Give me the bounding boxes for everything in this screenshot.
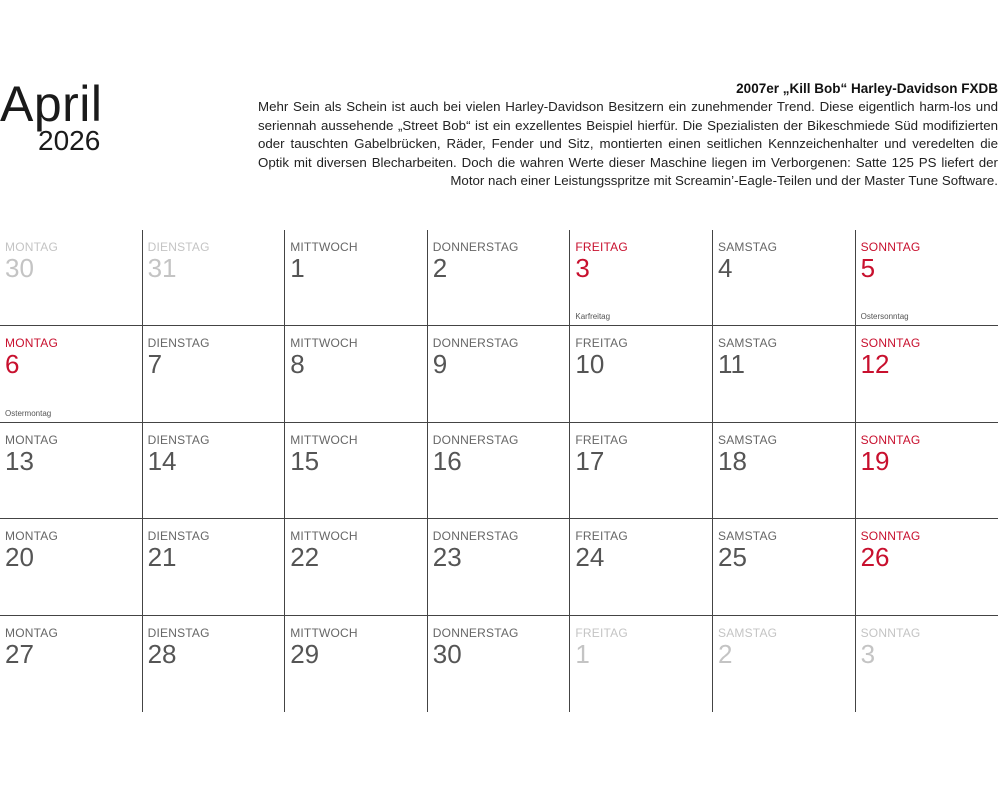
weekday-label: SAMSTAG — [718, 336, 778, 351]
day-number: 28 — [147, 638, 177, 669]
calendar-day-cell — [713, 423, 856, 518]
weekday-label: MITTWOCH — [290, 336, 358, 351]
holiday-label: Ostermontag — [5, 408, 52, 418]
weekday-label: DIENSTAG — [147, 432, 210, 447]
description-body: Mehr Sein als Schein ist auch bei vielen Harley-Davidson Besitzern ein zunehmender Trend. Diese eigentlich harm-los und seriennah aussehende „Street Bob“ ist ein exzellentes Beispiel hierfür. Die Spezialisten der Bikeschmiede Süd modifizierten oder tauschten Gabelbrücken, Räder, Fender und Sitz, montierten einen seitlichen Kennzeichenhalter und veredelten die Optik mit diversen Blecharbeiten. Doch die wahren Werte dieser Maschine liegen im Verborgenen: Satte 125 PS liefert der Motor nach einer Leistungsspritze mit Screamin’-Eagle-Teilen und der Master Tune Software. — [258, 99, 998, 189]
weekday-label: DONNERSTAG — [432, 529, 519, 544]
calendar-day-cell — [143, 616, 286, 712]
calendar-week-row — [0, 616, 998, 712]
day-number: 2 — [432, 253, 448, 283]
weekday-label: FREITAG — [575, 625, 628, 640]
day-number: 5 — [860, 253, 876, 283]
weekday-label: SAMSTAG — [718, 432, 778, 447]
day-number: 24 — [575, 542, 605, 573]
day-number: 6 — [5, 349, 20, 380]
calendar-day-cell — [428, 230, 571, 325]
photo-description — [258, 80, 998, 191]
weekday-label: SONNTAG — [860, 240, 921, 254]
calendar-day-cell — [143, 519, 286, 614]
calendar-day-cell — [0, 230, 143, 325]
weekday-label: MONTAG — [5, 625, 58, 640]
description-title: 2007er „Kill Bob“ Harley-Davidson FXDB — [736, 81, 998, 96]
calendar-day-cell — [570, 519, 713, 614]
weekday-label: MONTAG — [5, 529, 58, 544]
day-number: 1 — [575, 638, 590, 669]
weekday-label: FREITAG — [575, 240, 628, 254]
weekday-label: DIENSTAG — [147, 336, 210, 351]
calendar-day-cell — [713, 519, 856, 614]
calendar-week-row — [0, 519, 998, 615]
calendar-day-cell — [285, 423, 428, 518]
weekday-label: SAMSTAG — [718, 529, 778, 544]
day-number: 31 — [147, 253, 177, 283]
year-title: 2026 — [38, 125, 101, 156]
calendar-day-cell — [143, 423, 286, 518]
calendar-grid — [0, 230, 998, 712]
day-number: 13 — [5, 445, 34, 476]
day-number: 17 — [575, 445, 605, 476]
day-number: 1 — [290, 253, 305, 283]
day-number: 9 — [432, 349, 448, 380]
calendar-week-row — [0, 326, 998, 422]
day-number: 26 — [860, 542, 890, 573]
day-number: 3 — [860, 638, 876, 669]
calendar-day-cell — [285, 326, 428, 421]
day-number: 16 — [432, 445, 462, 476]
calendar-day-cell — [143, 326, 286, 421]
day-number: 2 — [718, 638, 733, 669]
calendar-day-cell — [570, 616, 713, 712]
calendar-day-cell — [428, 616, 571, 712]
weekday-label: MONTAG — [5, 240, 58, 254]
day-number: 22 — [290, 542, 320, 573]
weekday-label: DONNERSTAG — [432, 240, 519, 254]
calendar-day-cell — [285, 616, 428, 712]
calendar-day-cell — [856, 423, 999, 518]
weekday-label: MONTAG — [5, 336, 58, 351]
calendar-day-cell — [570, 230, 713, 325]
weekday-label: DIENSTAG — [147, 625, 210, 640]
day-number: 18 — [718, 445, 747, 476]
weekday-label: DONNERSTAG — [432, 625, 519, 640]
holiday-label: Karfreitag — [575, 312, 611, 322]
day-number: 29 — [290, 638, 320, 669]
holiday-label: Ostersonntag — [860, 312, 909, 322]
day-number: 14 — [147, 445, 177, 476]
weekday-label: DIENSTAG — [147, 240, 210, 254]
calendar-day-cell — [713, 326, 856, 421]
calendar-day-cell — [0, 616, 143, 712]
weekday-label: SONNTAG — [860, 529, 921, 544]
day-number: 20 — [5, 542, 34, 573]
calendar-day-cell — [285, 519, 428, 614]
calendar-day-cell — [713, 616, 856, 712]
day-number: 27 — [5, 638, 34, 669]
calendar-day-cell — [428, 326, 571, 421]
weekday-label: MONTAG — [5, 432, 58, 447]
calendar-day-cell — [856, 230, 999, 325]
day-number: 30 — [432, 638, 462, 669]
month-title: April — [0, 76, 103, 132]
calendar-day-cell — [570, 326, 713, 421]
weekday-label: FREITAG — [575, 336, 628, 351]
weekday-label: MITTWOCH — [290, 529, 358, 544]
calendar-day-cell — [143, 230, 286, 325]
weekday-label: MITTWOCH — [290, 240, 358, 254]
day-number: 30 — [5, 253, 34, 283]
day-number: 12 — [860, 349, 890, 380]
day-number: 21 — [147, 542, 177, 573]
calendar-day-cell — [0, 519, 143, 614]
calendar-day-cell — [0, 326, 143, 421]
weekday-label: DONNERSTAG — [432, 432, 519, 447]
calendar-week-row — [0, 230, 998, 326]
calendar-day-cell — [856, 616, 999, 712]
calendar-day-cell — [285, 230, 428, 325]
day-number: 23 — [432, 542, 462, 573]
weekday-label: DONNERSTAG — [432, 336, 519, 351]
weekday-label: MITTWOCH — [290, 432, 358, 447]
calendar-day-cell — [856, 326, 999, 421]
day-number: 15 — [290, 445, 320, 476]
day-number: 10 — [575, 349, 605, 380]
calendar-day-cell — [0, 423, 143, 518]
day-number: 25 — [718, 542, 747, 573]
calendar-week-row — [0, 423, 998, 519]
calendar-day-cell — [428, 519, 571, 614]
weekday-label: DIENSTAG — [147, 529, 210, 544]
calendar-day-cell — [570, 423, 713, 518]
weekday-label: FREITAG — [575, 432, 628, 447]
day-number: 7 — [147, 349, 163, 380]
weekday-label: SONNTAG — [860, 336, 921, 351]
day-number: 4 — [718, 253, 733, 283]
day-number: 8 — [290, 349, 305, 380]
day-number: 19 — [860, 445, 890, 476]
weekday-label: FREITAG — [575, 529, 628, 544]
calendar-day-cell — [856, 519, 999, 614]
day-number: 11 — [718, 349, 745, 380]
weekday-label: SAMSTAG — [718, 240, 778, 254]
day-number: 3 — [575, 253, 590, 283]
weekday-label: SAMSTAG — [718, 625, 778, 640]
weekday-label: SONNTAG — [860, 625, 921, 640]
weekday-label: MITTWOCH — [290, 625, 358, 640]
calendar-day-cell — [428, 423, 571, 518]
weekday-label: SONNTAG — [860, 432, 921, 447]
calendar-day-cell — [713, 230, 856, 325]
